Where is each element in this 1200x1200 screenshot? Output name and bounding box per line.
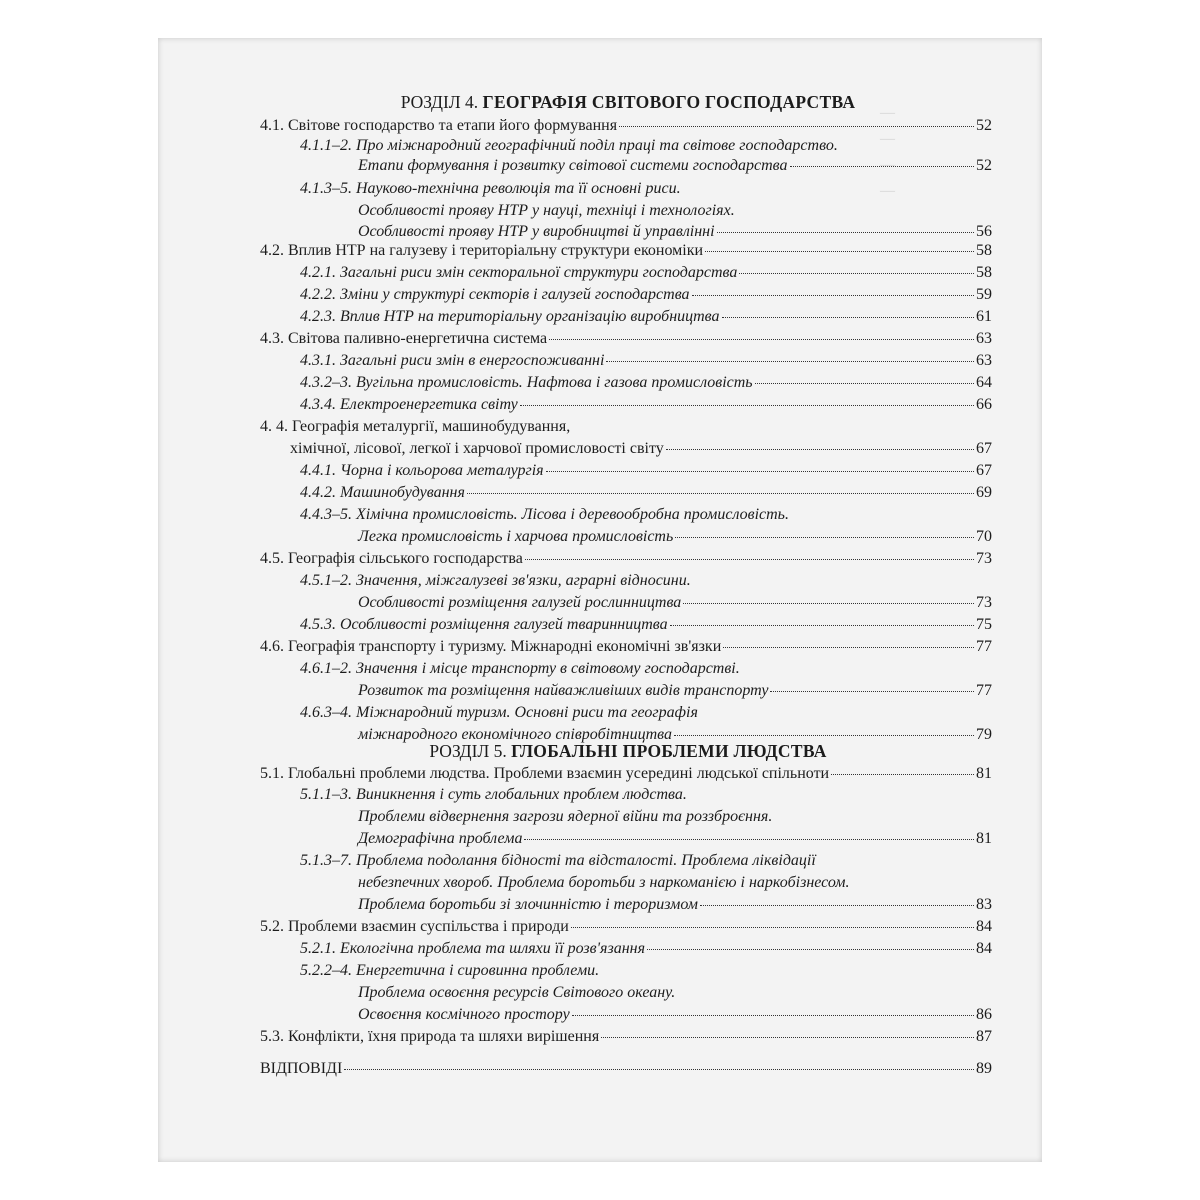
dot-leader [770,691,974,692]
dot-leader [344,1069,974,1070]
dot-leader [705,251,974,252]
dot-leader [525,559,974,560]
dot-leader [601,1037,974,1038]
dot-leader [831,774,974,775]
toc-entry-5-1-1: 5.1.1–3. Виникнення і суть глобальних проблем людства. [300,786,687,803]
toc-entry-4-6[interactable]: 4.6. Географія транспорту і туризму. Міжнародні економічні зв'язки 77 [260,638,992,655]
toc-entry-4-1-3: 4.1.3–5. Науково-технічна революція та її основні риси. [300,180,681,197]
toc-entry-4-5-1-cont[interactable]: Особливості розміщення галузей рослинництва 73 [358,594,992,611]
toc-entry-4-2-2[interactable]: 4.2.2. Зміни у структурі секторів і галузей господарства 59 [300,286,992,303]
toc-entry-4-6-1: 4.6.1–2. Значення і місце транспорту в світовому господарстві. [300,660,740,677]
dot-leader [549,339,974,340]
toc-entry-4-3-4[interactable]: 4.3.4. Електроенергетика світу 66 [300,396,992,413]
toc-entry-4-5-1: 4.5.1–2. Значення, міжгалузеві зв'язки, аграрні відносини. [300,572,691,589]
dot-leader [739,273,974,274]
dot-leader [723,647,974,648]
section-4-heading: РОЗДІЛ 4. ГЕОГРАФІЯ СВІТОВОГО ГОСПОДАРСТВА [400,92,856,112]
toc-entry-5-2-2-cont[interactable]: Освоєння космічного простору 86 [358,1006,992,1023]
toc-entry-4-3[interactable]: 4.3. Світова паливно-енергетична система 63 [260,330,992,347]
toc-entry-5-1-3-cont[interactable]: Проблема боротьби зі злочинністю і тероризмом 83 [358,896,992,913]
toc-entry-5-1-3: 5.1.3–7. Проблема подолання бідності та відсталості. Проблема ліквідації [300,852,816,869]
toc-entry-5-2-2: 5.2.2–4. Енергетична і сировинна проблеми. [300,962,600,979]
toc-entry-4-1-1: 4.1.1–2. Про міжнародний географічний поділ праці та світове господарство. [300,137,838,154]
dot-leader [670,625,974,626]
toc-entry-4-6-1-cont[interactable]: Розвиток та розміщення найважливіших видів транспорту 77 [358,682,992,699]
dot-leader [666,449,974,450]
dot-leader [755,383,974,384]
toc-entry-5-1-1-cont[interactable]: Демографічна проблема 81 [358,830,992,847]
dot-leader [546,471,974,472]
toc-entry-answers[interactable]: ВІДПОВІДІ 89 [260,1060,992,1077]
dot-leader [790,166,974,167]
toc-entry-4-4-3: 4.4.3–5. Хімічна промисловість. Лісова і деревообробна промисловість. [300,506,789,523]
dot-leader [675,537,974,538]
dot-leader [572,1015,974,1016]
toc-entry-5-2[interactable]: 5.2. Проблеми взаємин суспільства і природи 84 [260,918,992,935]
toc-entry-5-3[interactable]: 5.3. Конфлікти, їхня природа та шляхи вирішення 87 [260,1028,992,1045]
dot-leader [524,839,974,840]
dot-leader [606,361,974,362]
toc-entry-4-1[interactable]: 4.1. Світове господарство та етапи його формування 52 [260,117,992,134]
dot-leader [619,126,974,127]
toc-entry-4-4-1[interactable]: 4.4.1. Чорна і кольорова металургія 67 [300,462,992,479]
dot-leader [674,735,974,736]
toc-entry-4-6-3: 4.6.3–4. Міжнародний туризм. Основні риси та географія [300,704,698,721]
dot-leader [571,927,974,928]
toc-entry-5-1-1-line2: Проблеми відвернення загрози ядерної війни та роззброєння. [358,808,773,825]
toc-entry-4-1-1-cont[interactable]: Етапи формування і розвитку світової системи господарства 52 [358,157,992,174]
toc-entry-5-2-2-line2: Проблема освоєння ресурсів Світового океану. [358,984,676,1001]
bleed-through-decoration: — — — — [880,105,895,199]
toc-entry-4-4-cont[interactable]: хімічної, лісової, легкої і харчової промисловості світу 67 [290,440,992,457]
toc-entry-4-3-2[interactable]: 4.3.2–3. Вугільна промисловість. Нафтова і газова промисловість 64 [300,374,992,391]
dot-leader [683,603,974,604]
toc-entry-4-5-3[interactable]: 4.5.3. Особливості розміщення галузей тваринництва 75 [300,616,992,633]
toc-entry-4-2-1[interactable]: 4.2.1. Загальні риси змін секторальної структури господарства 58 [300,264,992,281]
dot-leader [692,295,974,296]
dot-leader [700,905,974,906]
toc-entry-4-2[interactable]: 4.2. Вплив НТР на галузеву і територіальну структури економіки 58 [260,242,992,259]
toc-entry-4-6-3-cont[interactable]: міжнародного економічного співробітництва 79 [358,726,992,743]
dot-leader [717,232,974,233]
dot-leader [520,405,974,406]
toc-entry-4-4: 4. 4. Географія металургії, машинобудування, [260,418,571,435]
toc-entry-4-1-3-cont[interactable]: Особливості прояву НТР у виробництві й управлінні 56 [358,223,992,240]
toc-entry-5-1-3-line2: небезпечних хвороб. Проблема боротьби з наркоманією і наркобізнесом. [358,874,850,891]
dot-leader [647,949,974,950]
dot-leader [722,317,974,318]
toc-entry-4-1-3-line2: Особливості прояву НТР у науці, техніці і технологіях. [358,202,735,219]
dot-leader [467,493,974,494]
toc-entry-4-2-3[interactable]: 4.2.3. Вплив НТР на територіальну організацію виробництва 61 [300,308,992,325]
toc-entry-4-5[interactable]: 4.5. Географія сільського господарства 73 [260,550,992,567]
toc-entry-4-3-1[interactable]: 4.3.1. Загальні риси змін в енергоспоживанні 63 [300,352,992,369]
toc-entry-5-2-1[interactable]: 5.2.1. Екологічна проблема та шляхи її розв'язання 84 [300,940,992,957]
toc-entry-4-4-2[interactable]: 4.4.2. Машинобудування 69 [300,484,992,501]
toc-entry-5-1[interactable]: 5.1. Глобальні проблеми людства. Проблеми взаємин усередині людської спільноти 81 [260,765,992,782]
toc-entry-4-4-3-cont[interactable]: Легка промисловість і харчова промисловість 70 [358,528,992,545]
section-5-heading: РОЗДІЛ 5. ГЛОБАЛЬНІ ПРОБЛЕМИ ЛЮДСТВА [429,741,827,761]
